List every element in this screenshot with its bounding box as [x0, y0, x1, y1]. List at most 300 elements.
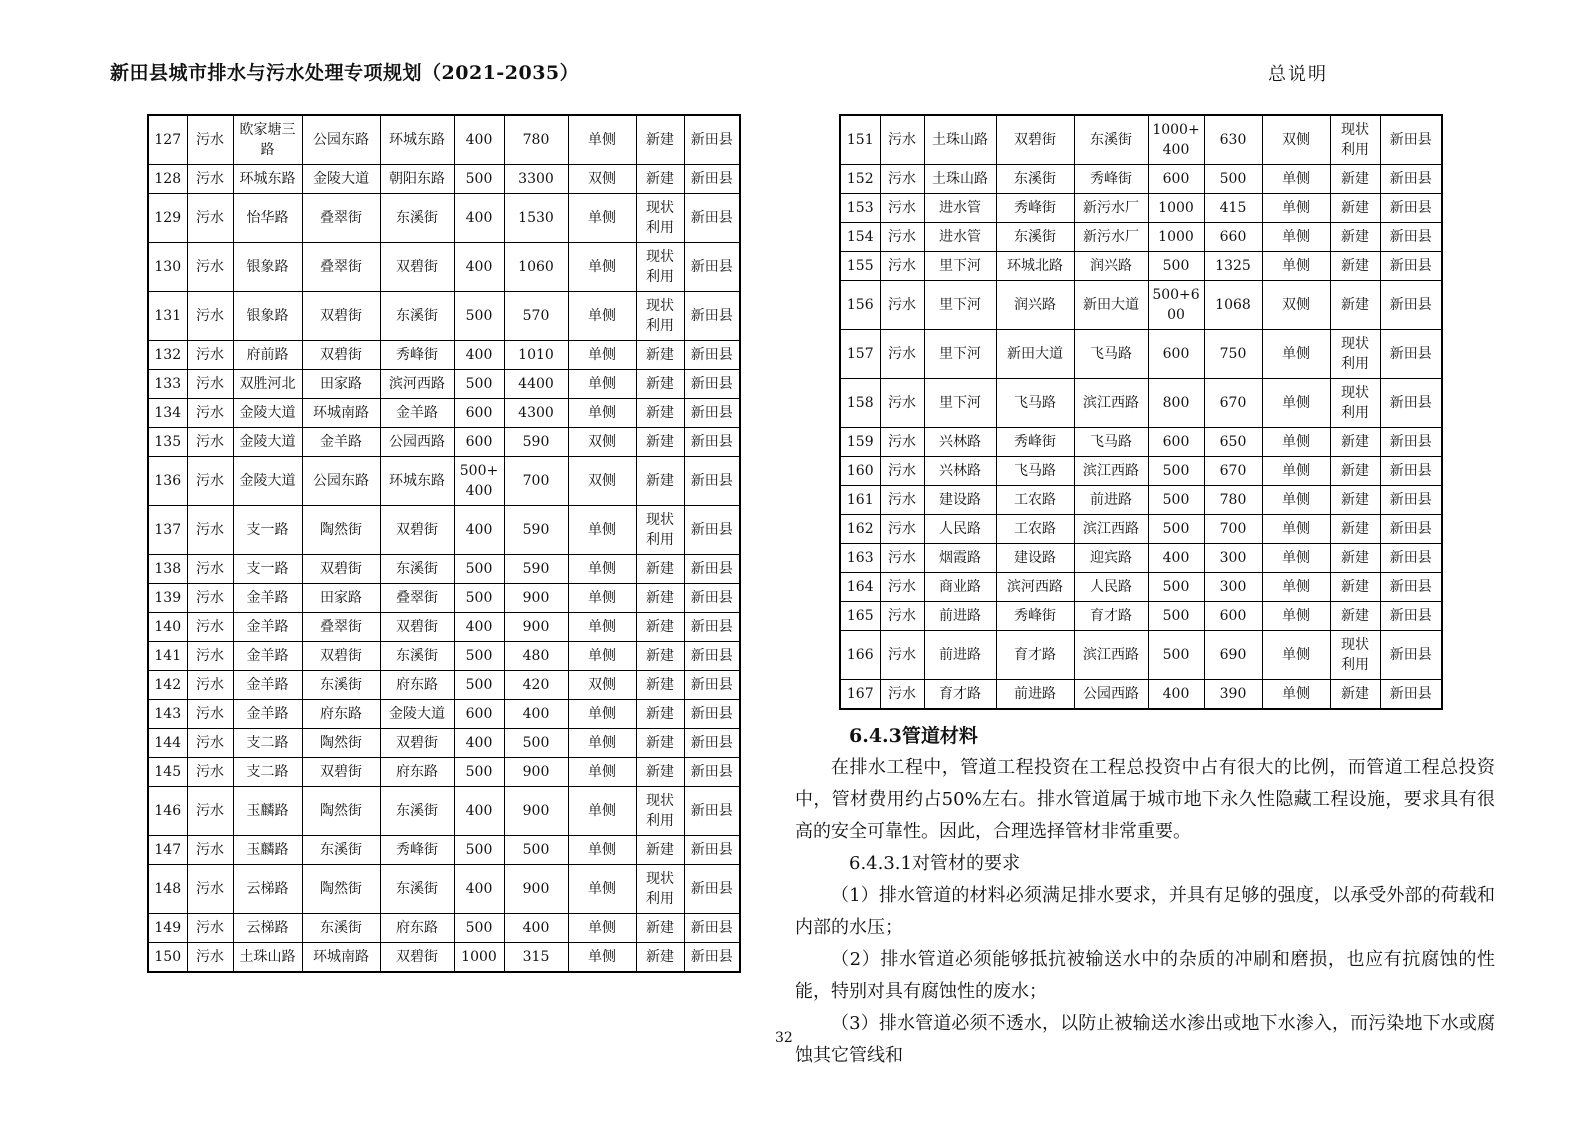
table-cell: 单侧 — [568, 194, 636, 243]
table-cell: 东溪街 — [380, 865, 454, 914]
header-section-label: 总说明 — [1268, 64, 1328, 85]
table-cell: 新田县 — [684, 613, 740, 642]
table-cell: 秀峰街 — [380, 341, 454, 370]
table-cell: 154 — [840, 223, 880, 252]
table-cell: 670 — [1204, 379, 1262, 428]
table-cell: 650 — [1204, 428, 1262, 457]
table-cell: 东溪街 — [380, 787, 454, 836]
table-cell: 166 — [840, 631, 880, 680]
table-cell: 600 — [454, 428, 504, 457]
section-heading: 6.4.3管道材料 — [849, 725, 978, 747]
table-cell: 400 — [454, 506, 504, 555]
table-cell: 1010 — [504, 341, 568, 370]
table-cell: 单侧 — [568, 943, 636, 973]
table-cell: 新建 — [636, 165, 684, 194]
table-cell: 污水 — [187, 555, 233, 584]
table-row — [148, 671, 740, 700]
table-cell: 污水 — [880, 194, 924, 223]
table-cell: 900 — [504, 758, 568, 787]
table-cell: 600 — [1148, 428, 1204, 457]
table-cell: 污水 — [187, 642, 233, 671]
table-row — [840, 252, 1442, 281]
table-cell: 新田县 — [684, 758, 740, 787]
table-cell: 新田县 — [684, 399, 740, 428]
requirement-list — [795, 880, 1495, 1072]
table-cell: 新田县 — [1380, 631, 1442, 680]
table-cell: 600 — [1148, 330, 1204, 379]
table-cell: 前进路 — [1074, 486, 1148, 515]
table-cell: 500 — [454, 370, 504, 399]
table-cell: 133 — [148, 370, 187, 399]
table-cell: 900 — [504, 584, 568, 613]
table-cell: 500 — [454, 914, 504, 943]
table-cell: 东溪街 — [1074, 115, 1148, 165]
table-cell: 400 — [1148, 680, 1204, 710]
table-cell: 400 — [454, 194, 504, 243]
table-cell: 叠翠街 — [302, 194, 380, 243]
table-cell: 府东路 — [380, 914, 454, 943]
table-cell: 390 — [1204, 680, 1262, 710]
table-cell: 玉麟路 — [233, 836, 302, 865]
table-row — [840, 115, 1442, 165]
table-cell: 新建 — [1330, 194, 1380, 223]
table-row — [148, 292, 740, 341]
table-row — [840, 165, 1442, 194]
table-cell: 新建 — [1330, 515, 1380, 544]
table-cell: 590 — [504, 555, 568, 584]
table-cell: 金陵大道 — [233, 457, 302, 506]
table-cell: 590 — [504, 506, 568, 555]
table-cell: 新田县 — [684, 584, 740, 613]
table-cell: 780 — [1204, 486, 1262, 515]
table-cell: 500 — [454, 642, 504, 671]
table-cell: 现状利用 — [636, 292, 684, 341]
table-cell: 新建 — [1330, 544, 1380, 573]
table-cell: 飞马路 — [1074, 428, 1148, 457]
table-cell: 152 — [840, 165, 880, 194]
table-cell: 700 — [504, 457, 568, 506]
table-cell: 158 — [840, 379, 880, 428]
table-cell: 147 — [148, 836, 187, 865]
table-cell: 420 — [504, 671, 568, 700]
table-cell: 滨江西路 — [1074, 631, 1148, 680]
table-cell: 污水 — [187, 584, 233, 613]
table-cell: 环城东路 — [380, 457, 454, 506]
table-cell: 污水 — [880, 115, 924, 165]
table-row — [148, 165, 740, 194]
table-cell: 污水 — [187, 506, 233, 555]
table-cell: 飞马路 — [1074, 330, 1148, 379]
table-cell: 新田大道 — [1074, 281, 1148, 330]
table-row — [840, 194, 1442, 223]
table-cell: 1068 — [1204, 281, 1262, 330]
requirement-item: （1）排水管道的材料必须满足排水要求，并具有足够的强度，以承受外部的荷载和内部的水压； — [795, 885, 1495, 938]
table-cell: 新建 — [636, 555, 684, 584]
table-cell: 飞马路 — [996, 379, 1074, 428]
table-cell: 金羊路 — [302, 428, 380, 457]
table-cell: 4300 — [504, 399, 568, 428]
table-row — [840, 428, 1442, 457]
table-cell: 136 — [148, 457, 187, 506]
table-cell: 陶然街 — [302, 787, 380, 836]
table-cell: 1000 — [1148, 194, 1204, 223]
table-cell: 780 — [504, 115, 568, 165]
table-cell: 500 — [1148, 631, 1204, 680]
table-row — [148, 943, 740, 973]
table-cell: 新建 — [636, 700, 684, 729]
table-cell: 污水 — [187, 671, 233, 700]
table-cell: 进水管 — [924, 223, 996, 252]
table-cell: 590 — [504, 428, 568, 457]
table-cell: 污水 — [187, 914, 233, 943]
table-cell: 新田县 — [1380, 602, 1442, 631]
table-cell: 单侧 — [1262, 680, 1330, 710]
table-cell: 162 — [840, 515, 880, 544]
table-cell: 新田县 — [684, 115, 740, 165]
table-cell: 陶然街 — [302, 865, 380, 914]
table-cell: 900 — [504, 865, 568, 914]
table-cell: 131 — [148, 292, 187, 341]
table-cell: 单侧 — [568, 243, 636, 292]
table-cell: 府东路 — [380, 671, 454, 700]
table-cell: 公园西路 — [1074, 680, 1148, 710]
table-cell: 新污水厂 — [1074, 194, 1148, 223]
table-cell: 新田县 — [1380, 194, 1442, 223]
table-cell: 玉麟路 — [233, 787, 302, 836]
table-cell: 500 — [454, 555, 504, 584]
table-cell: 500 — [504, 729, 568, 758]
table-cell: 建设路 — [996, 544, 1074, 573]
table-cell: 污水 — [187, 865, 233, 914]
table-cell: 400 — [454, 865, 504, 914]
table-cell: 新建 — [636, 584, 684, 613]
table-cell: 新建 — [636, 943, 684, 973]
table-cell: 500 — [1148, 252, 1204, 281]
table-cell: 单侧 — [1262, 379, 1330, 428]
table-cell: 新田县 — [1380, 428, 1442, 457]
table-cell: 现状利用 — [636, 506, 684, 555]
table-cell: 支一路 — [233, 555, 302, 584]
table-cell: 新建 — [636, 642, 684, 671]
pipe-material-section — [795, 720, 1495, 1072]
table-cell: 双胜河北 — [233, 370, 302, 399]
table-cell: 工农路 — [996, 486, 1074, 515]
table-cell: 环城东路 — [233, 165, 302, 194]
table-cell: 400 — [504, 914, 568, 943]
table-cell: 1000+400 — [1148, 115, 1204, 165]
table-cell: 400 — [454, 729, 504, 758]
table-cell: 新田县 — [684, 428, 740, 457]
table-cell: 137 — [148, 506, 187, 555]
table-cell: 新田县 — [684, 243, 740, 292]
table-row — [148, 914, 740, 943]
table-cell: 315 — [504, 943, 568, 973]
table-cell: 单侧 — [568, 292, 636, 341]
table-cell: 单侧 — [568, 506, 636, 555]
table-row — [148, 555, 740, 584]
table-cell: 污水 — [187, 943, 233, 973]
table-cell: 秀峰街 — [996, 428, 1074, 457]
table-cell: 育才路 — [996, 631, 1074, 680]
table-cell: 银象路 — [233, 243, 302, 292]
table-cell: 135 — [148, 428, 187, 457]
table-cell: 单侧 — [568, 865, 636, 914]
table-cell: 单侧 — [1262, 428, 1330, 457]
table-cell: 污水 — [187, 836, 233, 865]
table-cell: 单侧 — [1262, 165, 1330, 194]
table-cell: 新田县 — [1380, 165, 1442, 194]
table-row — [148, 370, 740, 399]
table-cell: 500+600 — [1148, 281, 1204, 330]
table-cell: 400 — [454, 243, 504, 292]
table-cell: 土珠山路 — [233, 943, 302, 973]
table-cell: 陶然街 — [302, 729, 380, 758]
table-cell: 现状利用 — [1330, 379, 1380, 428]
table-cell: 环城北路 — [996, 252, 1074, 281]
table-cell: 污水 — [880, 486, 924, 515]
sewage-pipe-table-left — [147, 114, 741, 973]
table-cell: 环城南路 — [302, 399, 380, 428]
table-cell: 润兴路 — [1074, 252, 1148, 281]
table-cell: 兴林路 — [924, 457, 996, 486]
table-cell: 污水 — [187, 194, 233, 243]
table-cell: 双碧街 — [380, 729, 454, 758]
table-cell: 怡华路 — [233, 194, 302, 243]
table-cell: 田家路 — [302, 584, 380, 613]
table-cell: 500 — [454, 292, 504, 341]
table-cell: 570 — [504, 292, 568, 341]
table-cell: 700 — [1204, 515, 1262, 544]
table-cell: 府东路 — [380, 758, 454, 787]
table-cell: 东溪街 — [996, 223, 1074, 252]
table-cell: 里下河 — [924, 252, 996, 281]
table-cell: 155 — [840, 252, 880, 281]
table-row — [148, 700, 740, 729]
table-cell: 污水 — [187, 399, 233, 428]
table-cell: 单侧 — [1262, 252, 1330, 281]
table-cell: 新建 — [1330, 223, 1380, 252]
table-cell: 新田县 — [684, 292, 740, 341]
table-cell: 新田县 — [1380, 223, 1442, 252]
table-cell: 新建 — [1330, 281, 1380, 330]
table-cell: 现状利用 — [636, 243, 684, 292]
table-cell: 1530 — [504, 194, 568, 243]
table-cell: 单侧 — [1262, 602, 1330, 631]
table-cell: 单侧 — [1262, 223, 1330, 252]
table-cell: 东溪街 — [380, 642, 454, 671]
table-cell: 单侧 — [568, 836, 636, 865]
table-row — [840, 281, 1442, 330]
table-cell: 新田县 — [1380, 515, 1442, 544]
table-cell: 146 — [148, 787, 187, 836]
table-cell: 单侧 — [1262, 457, 1330, 486]
table-cell: 单侧 — [568, 341, 636, 370]
table-cell: 进水管 — [924, 194, 996, 223]
table-cell: 双碧街 — [996, 115, 1074, 165]
table-cell: 双碧街 — [302, 292, 380, 341]
table-cell: 环城南路 — [302, 943, 380, 973]
table-cell: 630 — [1204, 115, 1262, 165]
table-cell: 叠翠街 — [302, 243, 380, 292]
table-cell: 新田县 — [684, 642, 740, 671]
table-cell: 公园东路 — [302, 457, 380, 506]
table-cell: 144 — [148, 729, 187, 758]
table-cell: 新田县 — [684, 943, 740, 973]
table-cell: 新建 — [1330, 165, 1380, 194]
table-cell: 670 — [1204, 457, 1262, 486]
table-cell: 新田县 — [684, 865, 740, 914]
table-cell: 单侧 — [1262, 486, 1330, 515]
table-cell: 新田县 — [1380, 281, 1442, 330]
table-cell: 双碧街 — [380, 506, 454, 555]
table-cell: 支一路 — [233, 506, 302, 555]
table-cell: 139 — [148, 584, 187, 613]
table-cell: 167 — [840, 680, 880, 710]
table-cell: 单侧 — [568, 399, 636, 428]
table-cell: 新建 — [636, 341, 684, 370]
table-cell: 600 — [454, 700, 504, 729]
table-cell: 600 — [454, 399, 504, 428]
table-cell: 新田县 — [684, 787, 740, 836]
table-cell: 云梯路 — [233, 865, 302, 914]
table-cell: 1060 — [504, 243, 568, 292]
table-cell: 双碧街 — [380, 613, 454, 642]
table-cell: 161 — [840, 486, 880, 515]
table-cell: 公园西路 — [380, 428, 454, 457]
table-cell: 陶然街 — [302, 506, 380, 555]
table-cell: 前进路 — [996, 680, 1074, 710]
table-row — [148, 613, 740, 642]
table-cell: 里下河 — [924, 330, 996, 379]
table-cell: 金羊路 — [233, 671, 302, 700]
table-cell: 4400 — [504, 370, 568, 399]
table-cell: 飞马路 — [996, 457, 1074, 486]
table-cell: 工农路 — [996, 515, 1074, 544]
table-cell: 3300 — [504, 165, 568, 194]
table-cell: 现状利用 — [1330, 631, 1380, 680]
table-cell: 土珠山路 — [924, 115, 996, 165]
table-cell: 东溪街 — [380, 194, 454, 243]
table-cell: 140 — [148, 613, 187, 642]
table-cell: 污水 — [880, 602, 924, 631]
table-cell: 400 — [1148, 544, 1204, 573]
table-cell: 新建 — [636, 428, 684, 457]
table-cell: 新田县 — [684, 506, 740, 555]
table-cell: 双侧 — [1262, 115, 1330, 165]
table-cell: 新建 — [1330, 486, 1380, 515]
table-cell: 新田县 — [1380, 330, 1442, 379]
table-cell: 现状利用 — [636, 194, 684, 243]
table-cell: 新建 — [636, 399, 684, 428]
table-cell: 500 — [1148, 602, 1204, 631]
table-cell: 480 — [504, 642, 568, 671]
table-cell: 129 — [148, 194, 187, 243]
table-cell: 新建 — [1330, 428, 1380, 457]
table-cell: 500 — [1148, 457, 1204, 486]
sewage-pipe-table-right — [839, 114, 1443, 710]
table-cell: 金羊路 — [233, 700, 302, 729]
table-cell: 单侧 — [568, 729, 636, 758]
table-cell: 单侧 — [568, 758, 636, 787]
table-cell: 叠翠街 — [302, 613, 380, 642]
table-cell: 双碧街 — [302, 642, 380, 671]
table-cell: 育才路 — [924, 680, 996, 710]
table-cell: 500 — [454, 671, 504, 700]
table-cell: 双碧街 — [302, 341, 380, 370]
table-cell: 500 — [504, 836, 568, 865]
table-cell: 新田县 — [684, 914, 740, 943]
table-cell: 750 — [1204, 330, 1262, 379]
table-cell: 单侧 — [568, 914, 636, 943]
table-cell: 污水 — [880, 165, 924, 194]
table-cell: 双侧 — [568, 165, 636, 194]
table-cell: 污水 — [880, 281, 924, 330]
table-cell: 130 — [148, 243, 187, 292]
table-cell: 云梯路 — [233, 914, 302, 943]
table-cell: 东溪街 — [380, 292, 454, 341]
requirement-item: （2）排水管道必须能够抵抗被输送水中的杂质的冲刷和磨损，也应有抗腐蚀的性能，特别对具有腐蚀性的废水； — [795, 949, 1495, 1002]
table-cell: 前进路 — [924, 631, 996, 680]
table-cell: 138 — [148, 555, 187, 584]
table-row — [148, 865, 740, 914]
table-row — [148, 399, 740, 428]
table-cell: 府前路 — [233, 341, 302, 370]
table-cell: 金陵大道 — [380, 700, 454, 729]
table-cell: 新田县 — [684, 165, 740, 194]
table-row — [148, 115, 740, 165]
table-cell: 支二路 — [233, 758, 302, 787]
table-cell: 143 — [148, 700, 187, 729]
table-cell: 157 — [840, 330, 880, 379]
table-row — [840, 680, 1442, 710]
table-cell: 商业路 — [924, 573, 996, 602]
table-row — [148, 243, 740, 292]
table-cell: 128 — [148, 165, 187, 194]
table-row — [148, 787, 740, 836]
table-cell: 污水 — [880, 631, 924, 680]
table-cell: 污水 — [880, 680, 924, 710]
table-cell: 300 — [1204, 573, 1262, 602]
table-cell: 新田县 — [1380, 573, 1442, 602]
table-cell: 单侧 — [568, 584, 636, 613]
table-cell: 田家路 — [302, 370, 380, 399]
table-cell: 污水 — [880, 515, 924, 544]
table-cell: 1000 — [454, 943, 504, 973]
table-cell: 污水 — [187, 700, 233, 729]
table-row — [148, 428, 740, 457]
table-cell: 新田县 — [684, 671, 740, 700]
table-cell: 新建 — [636, 370, 684, 399]
table-cell: 滨河西路 — [996, 573, 1074, 602]
table-cell: 双碧街 — [302, 555, 380, 584]
table-cell: 新田县 — [684, 700, 740, 729]
table-cell: 双侧 — [568, 457, 636, 506]
table-cell: 单侧 — [568, 642, 636, 671]
table-row — [148, 642, 740, 671]
table-row — [148, 584, 740, 613]
table-row — [840, 631, 1442, 680]
table-cell: 新田县 — [684, 370, 740, 399]
table-cell: 污水 — [187, 243, 233, 292]
table-cell: 500 — [1148, 573, 1204, 602]
table-cell: 新田县 — [1380, 252, 1442, 281]
table-cell: 新建 — [636, 729, 684, 758]
table-cell: 朝阳东路 — [380, 165, 454, 194]
table-cell: 污水 — [880, 544, 924, 573]
table-cell: 900 — [504, 787, 568, 836]
table-cell: 132 — [148, 341, 187, 370]
table-row — [840, 330, 1442, 379]
